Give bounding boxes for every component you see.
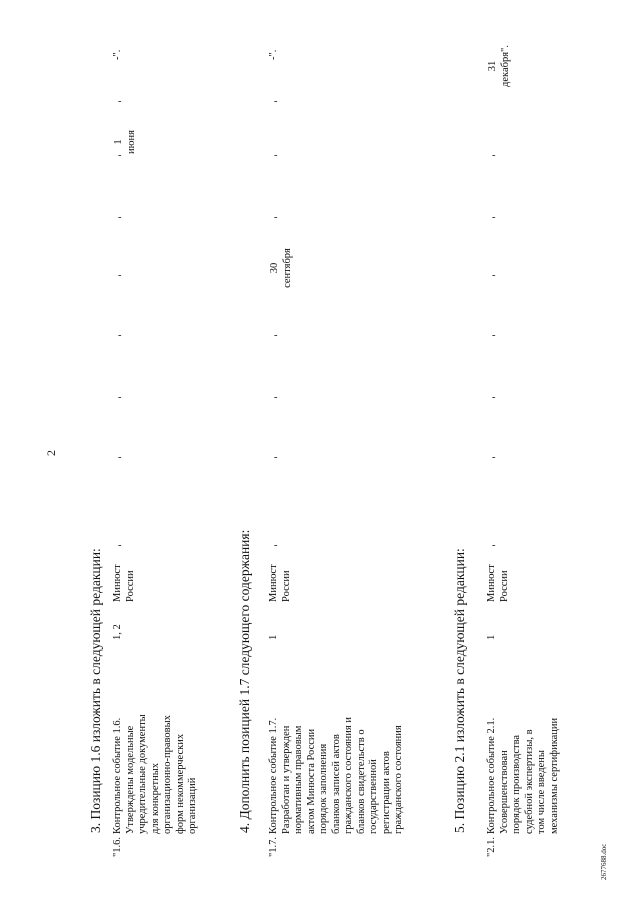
dash-cell: - bbox=[492, 150, 496, 161]
dash-cell: - bbox=[274, 212, 278, 223]
dash-cell: - bbox=[118, 212, 122, 223]
code-cell: 1, 2 bbox=[112, 624, 123, 640]
code-cell: 1 bbox=[486, 634, 497, 640]
dash-cell: - bbox=[118, 330, 122, 341]
page-number: 2 bbox=[44, 450, 58, 456]
dash-cell: - bbox=[274, 540, 278, 551]
dash-cell: - bbox=[118, 150, 122, 161]
responsible-cell: Минюст России bbox=[486, 564, 510, 602]
dash-cell: - bbox=[274, 452, 278, 463]
row-number: "1.7. bbox=[268, 836, 279, 857]
dash-cell: - bbox=[274, 392, 278, 403]
date-cell: 31 декабря". bbox=[487, 45, 511, 87]
section-5-heading: 5. Позицию 2.1 изложить в следующей редакции: bbox=[452, 548, 467, 833]
dash-cell: - bbox=[118, 392, 122, 403]
dash-cell: - bbox=[118, 540, 122, 551]
dash-cell: - bbox=[492, 330, 496, 341]
end-mark: -". bbox=[268, 49, 279, 60]
responsible-cell: Минюст России bbox=[112, 564, 136, 602]
dash-cell: - bbox=[492, 212, 496, 223]
section-3-heading: 3. Позицию 1.6 изложить в следующей редакции: bbox=[88, 548, 103, 833]
dash-cell: - bbox=[118, 452, 122, 463]
dash-cell: - bbox=[492, 452, 496, 463]
dash-cell: - bbox=[118, 96, 122, 107]
control-event-text: Контрольное событие 1.6. Утверждены модельные учредительные документы для конкретных организационно-правовых форм некоммерческих организаций bbox=[112, 714, 198, 834]
responsible-cell: Минюст России bbox=[268, 564, 292, 602]
dash-cell: - bbox=[118, 270, 122, 281]
dash-cell: - bbox=[274, 330, 278, 341]
control-event-text: Контрольное событие 1.7. Разработан и утвержден нормативным правовым актом Минюста России порядок заполнения бланков записей актов гражданского состояния и бланков свидетельств о государственной регистрации актов гражданского состояния bbox=[268, 717, 404, 834]
dash-cell: - bbox=[274, 150, 278, 161]
end-mark: -". bbox=[112, 49, 123, 60]
control-event-text: Контрольное событие 2.1. Усовершенствован порядок производства судебной экспертизы, в том числе введены механизмы сертификации bbox=[486, 717, 560, 834]
section-4-heading: 4. Дополнить позицией 1.7 следующего содержания: bbox=[237, 529, 252, 833]
date-cell: 30 сентября bbox=[269, 248, 293, 288]
row-number: "2.1. bbox=[486, 836, 497, 857]
dash-cell: - bbox=[492, 540, 496, 551]
footer-filename: 2677688.doc bbox=[600, 843, 608, 880]
dash-cell: - bbox=[492, 392, 496, 403]
row-number: "1.6. bbox=[112, 836, 123, 857]
date-cell: 1 июня bbox=[113, 130, 137, 154]
dash-cell: - bbox=[492, 270, 496, 281]
dash-cell: - bbox=[274, 96, 278, 107]
code-cell: 1 bbox=[268, 634, 279, 640]
